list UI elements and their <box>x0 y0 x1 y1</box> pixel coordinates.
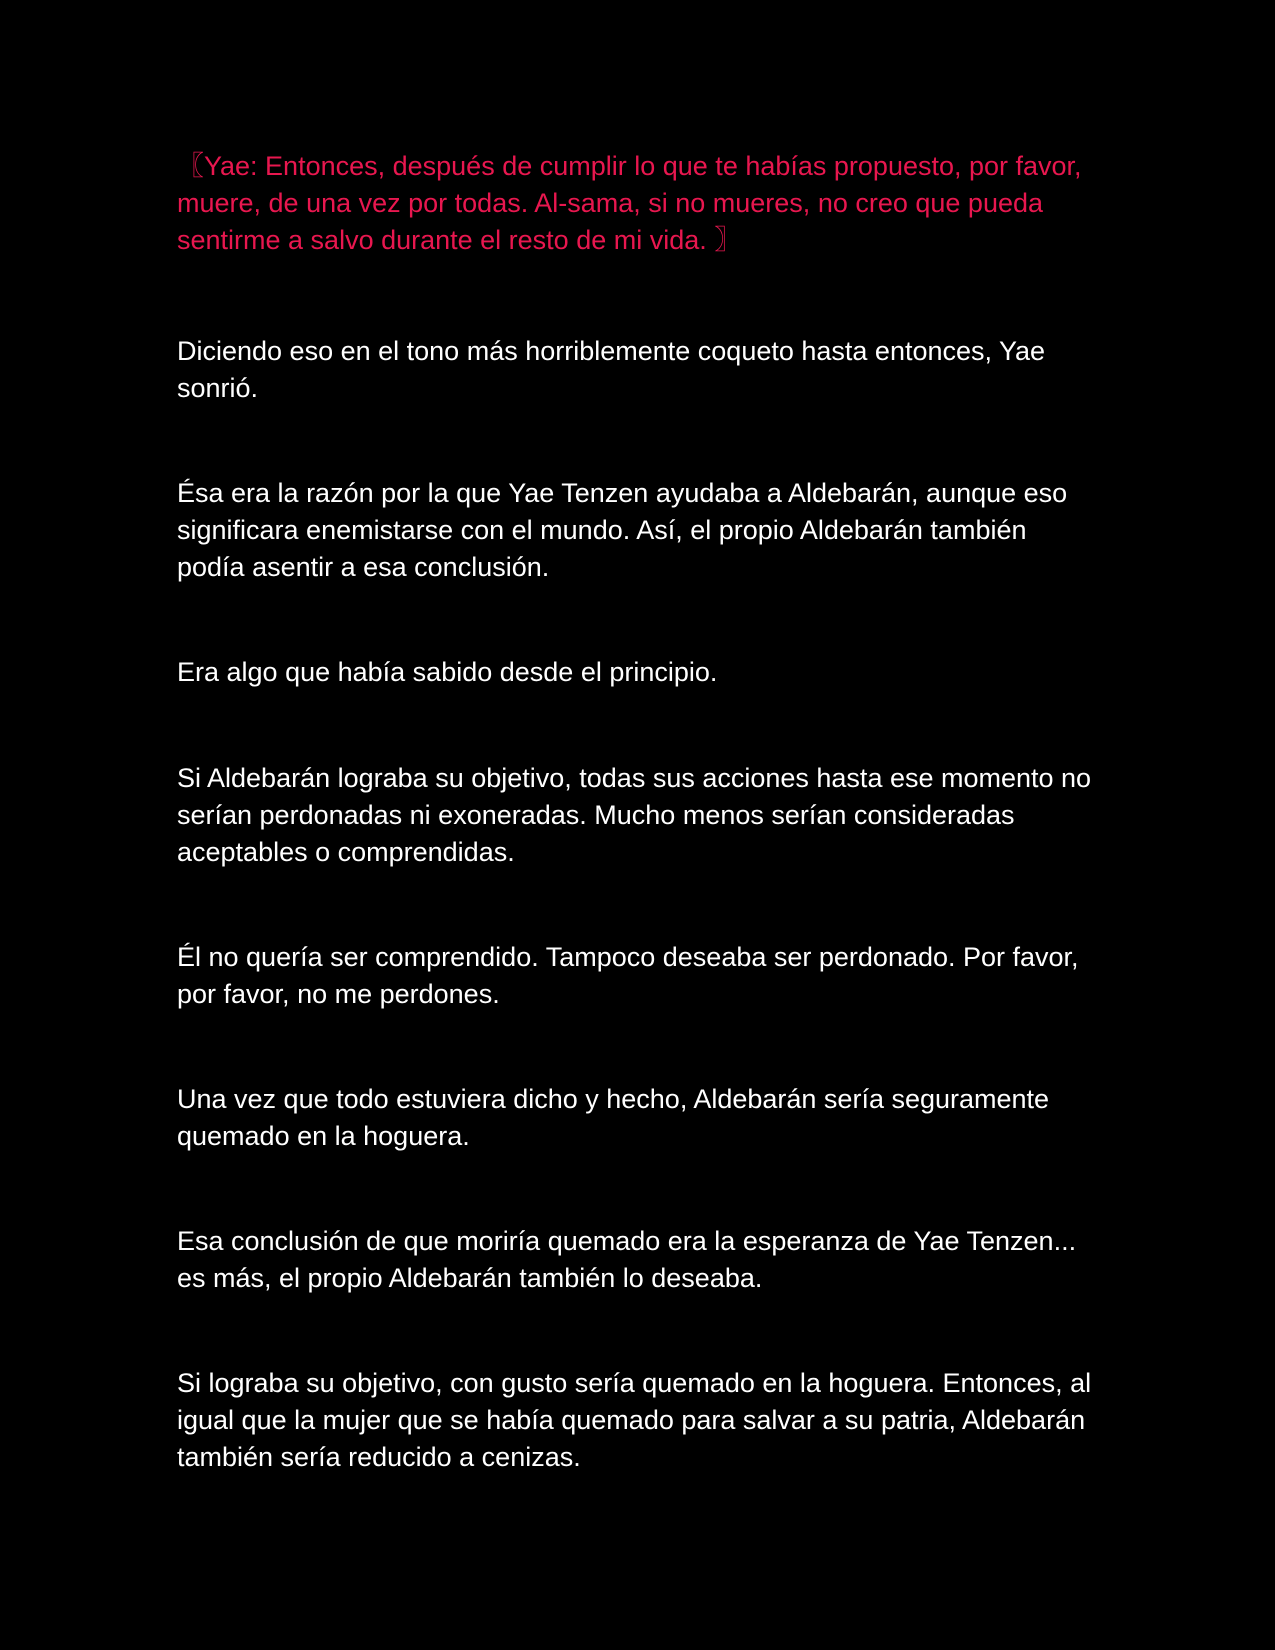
narration-paragraph: Ésa era la razón por la que Yae Tenzen ayudaba a Aldebarán, aunque eso significara enemistarse con el mundo. Así, el propio Aldebarán también podía asentir a esa conclusión. <box>177 478 1068 582</box>
narration-paragraph: Esa conclusión de que moriría quemado era la esperanza de Yae Tenzen... es más, el propio Aldebarán también lo deseaba. <box>177 1226 1077 1293</box>
narration-paragraph: Era algo que había sabido desde el principio. <box>177 657 718 687</box>
narration-paragraph: Él no quería ser comprendido. Tampoco deseaba ser perdonado. Por favor, por favor, no me perdones. <box>177 942 1079 1009</box>
narration-paragraph: Si lograba su objetivo, con gusto sería quemado en la hoguera. Entonces, al igual que la mujer que se había quemado para salvar a su patria, Aldebarán también sería reducido a cenizas. <box>177 1368 1092 1472</box>
narration-paragraph: Una vez que todo estuviera dicho y hecho, Aldebarán sería seguramente quemado en la hoguera. <box>177 1084 1050 1151</box>
narration-paragraph: Si Aldebarán lograba su objetivo, todas sus acciones hasta ese momento no serían perdonadas ni exoneradas. Mucho menos serían consideradas aceptables o comprendidas. <box>177 763 1092 867</box>
dialogue-paragraph: 〖Yae: Entonces, después de cumplir lo que te habías propuesto, por favor, muere, de una vez por todas. Al-sama, si no mueres, no creo que pueda sentirme a salvo durante el resto de mi vida. 〗 <box>177 151 1082 255</box>
narration-paragraph: Diciendo eso en el tono más horriblemente coqueto hasta entonces, Yae sonrió. <box>177 336 1046 403</box>
